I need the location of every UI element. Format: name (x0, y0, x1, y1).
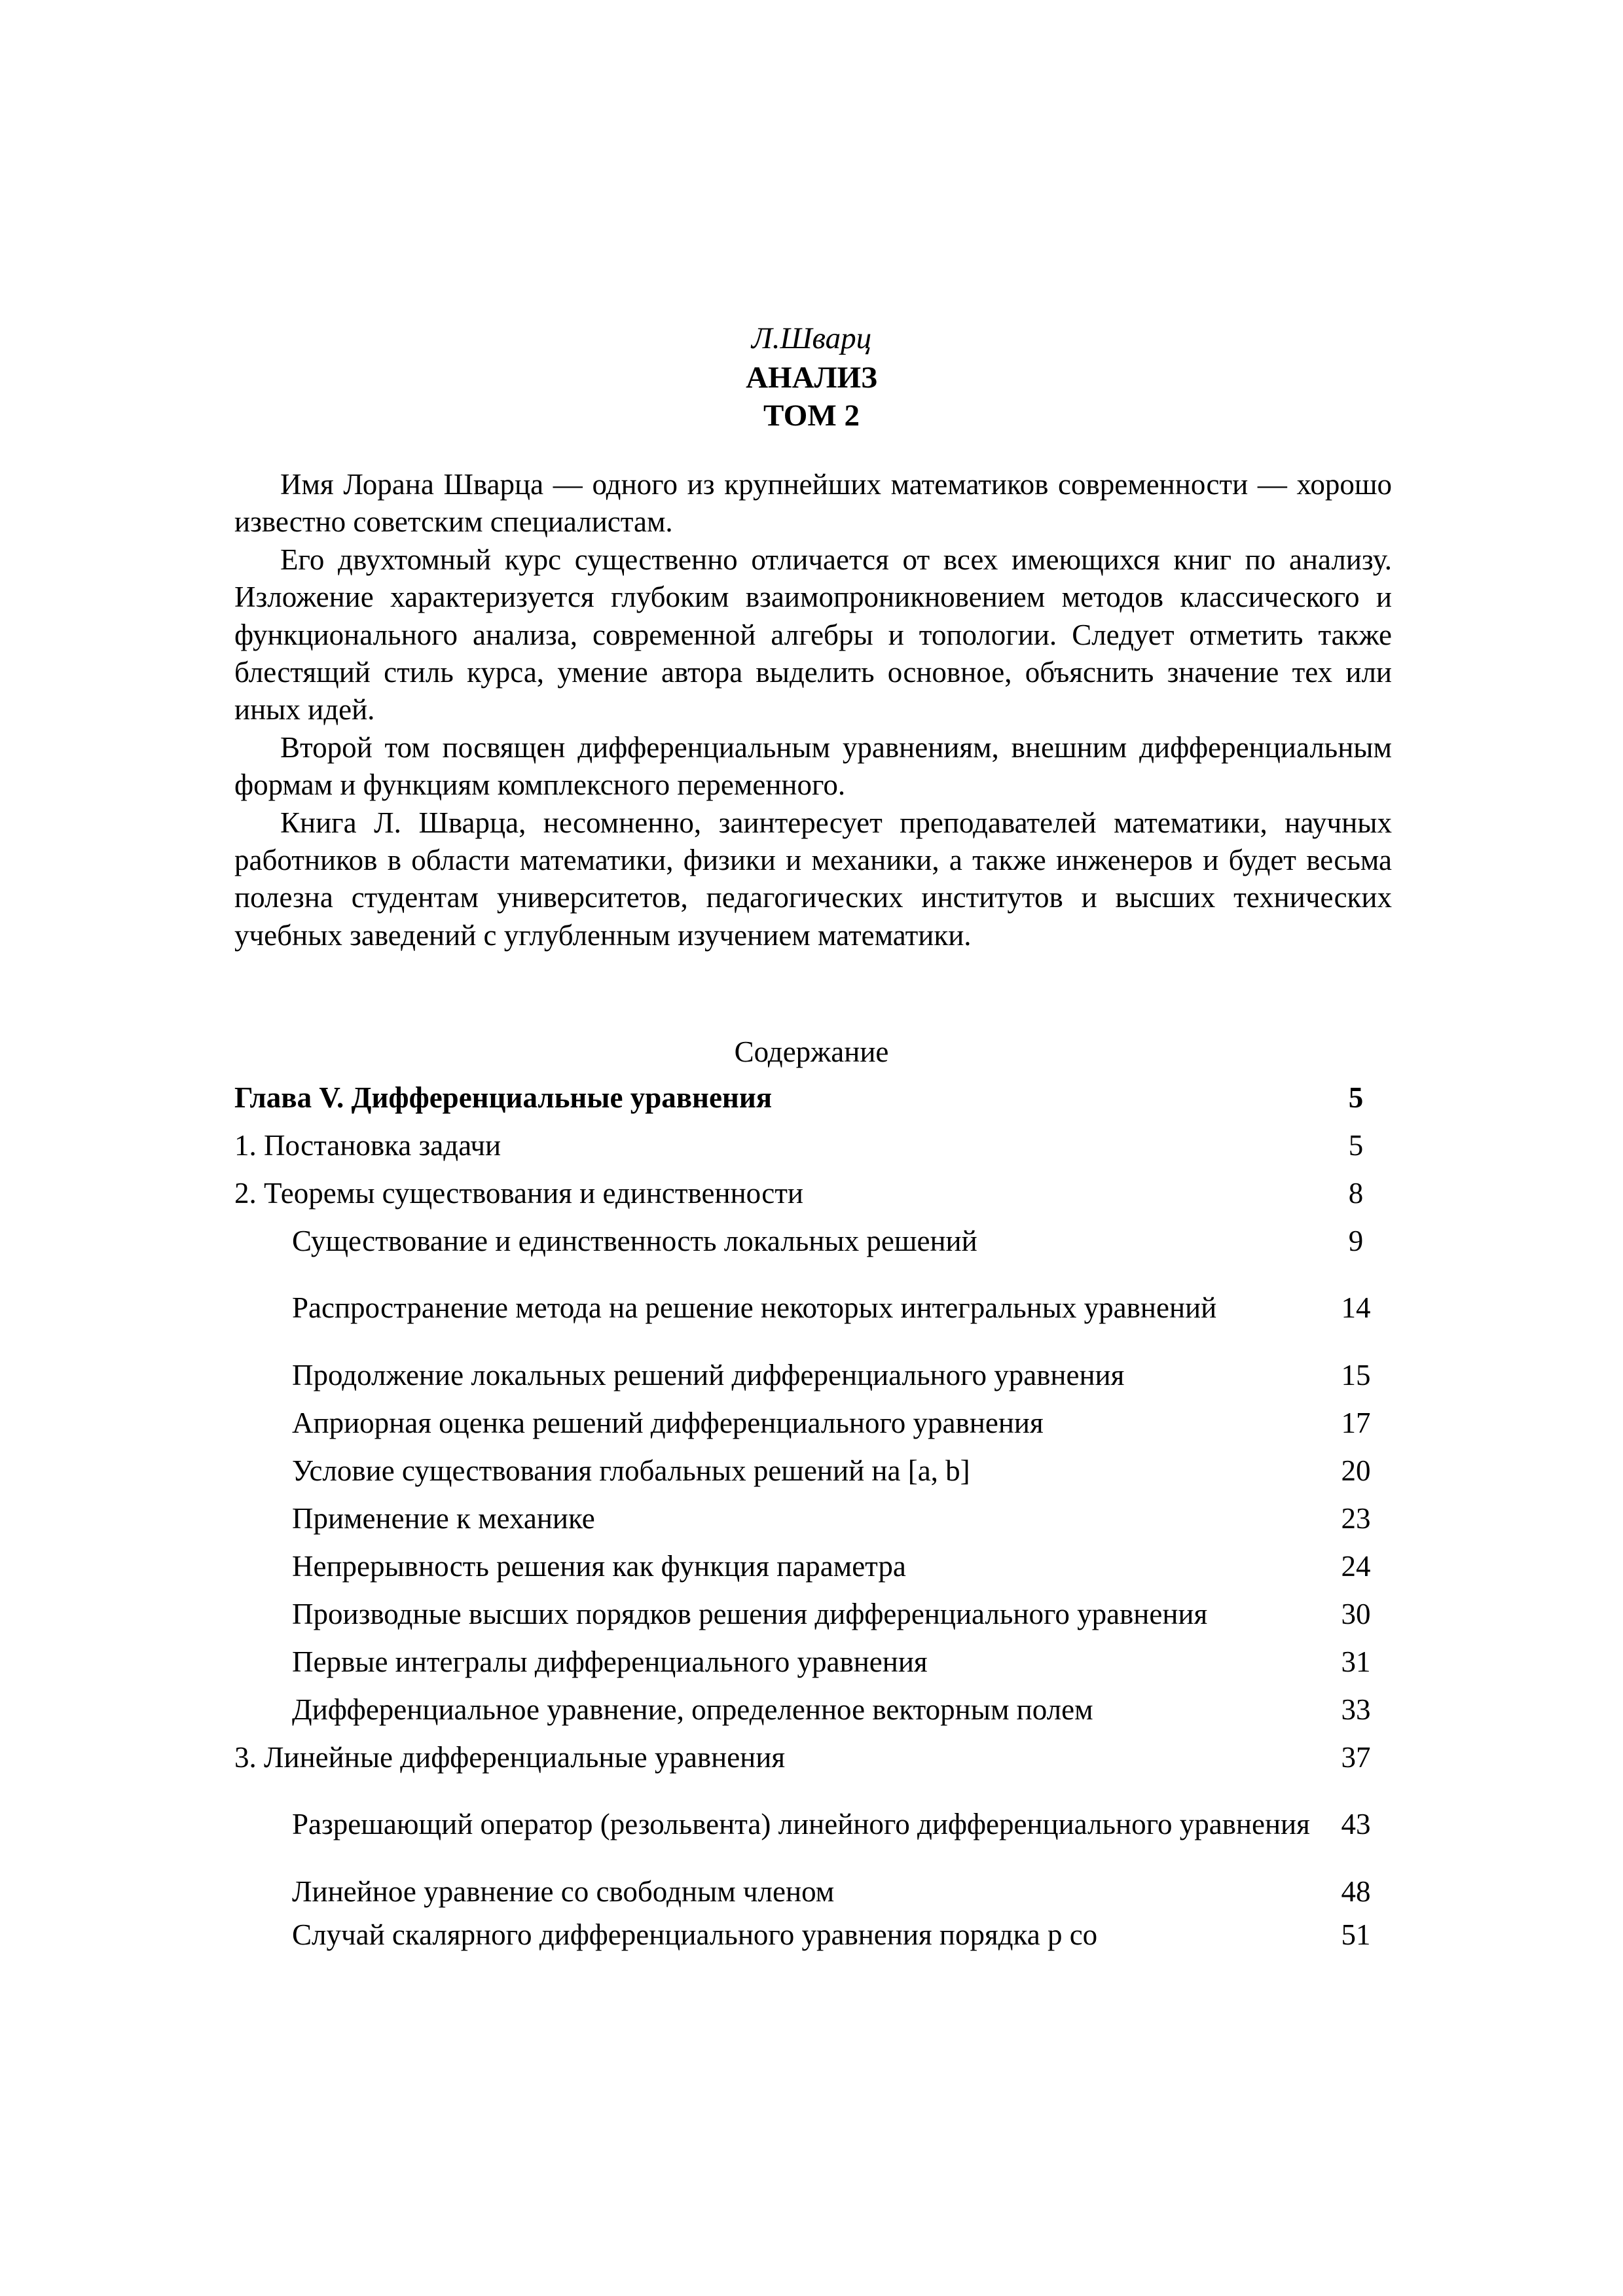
toc-entry-page: 37 (1341, 1740, 1371, 1774)
toc-entry-subsection (234, 1915, 1392, 1954)
toc-entry-subsection (234, 1265, 1392, 1351)
toc-entry-page: 51 (1341, 1918, 1371, 1951)
toc-entry-title: Распространение метода на решение некоторых интегральных уравнений (292, 1291, 1217, 1324)
toc-entry-subsection (234, 1867, 1392, 1915)
toc-entry-subsection (234, 1399, 1392, 1446)
toc-entry-title: Существование и единственность локальных решений (292, 1224, 977, 1257)
toc-entry-subsection (234, 1494, 1392, 1542)
toc-entry-title: Условие существования глобальных решений на [a, b] (292, 1454, 970, 1487)
toc-entry-page: 30 (1341, 1597, 1371, 1630)
toc-entry-title: Непрерывность решения как функция параметра (292, 1549, 906, 1583)
toc-entry-subsection (234, 1542, 1392, 1590)
author-name: Л.Шварц (751, 321, 872, 355)
toc-entry-section (234, 1733, 1392, 1781)
toc-entry-page: 24 (1341, 1549, 1371, 1583)
toc-entry-page: 20 (1341, 1454, 1371, 1487)
toc-entry-page: 31 (1341, 1645, 1371, 1678)
toc-entry-subsection (234, 1351, 1392, 1399)
toc-entry-subsection (234, 1446, 1392, 1494)
toc-entry-chapter (234, 1073, 1392, 1121)
book-title: АНАЛИЗ (746, 361, 877, 395)
toc-entry-page: 15 (1341, 1358, 1371, 1391)
toc-entry-section (234, 1121, 1392, 1169)
toc-entry-title: Первые интегралы дифференциального уравнения (292, 1645, 928, 1678)
toc-entry-title: Линейное уравнение со свободным членом (292, 1874, 835, 1908)
toc-entry-page: 17 (1341, 1406, 1371, 1439)
toc-entry-title: 1. Постановка задачи (234, 1128, 501, 1162)
toc-entry-title: Производные высших порядков решения дифференциального уравнения (292, 1597, 1208, 1630)
toc-heading: Содержание (734, 1035, 889, 1068)
toc-entry-page: 48 (1341, 1874, 1371, 1908)
toc-entry-title: Глава V. Дифференциальные уравнения (234, 1081, 773, 1114)
toc-entry-title: 2. Теоремы существования и единственности (234, 1176, 803, 1210)
toc-entry-subsection (234, 1217, 1392, 1265)
toc-entry-page: 5 (1348, 1128, 1364, 1162)
toc-entry-page: 23 (1341, 1501, 1371, 1535)
toc-entry-subsection (234, 1781, 1392, 1867)
toc-entry-page: 33 (1341, 1693, 1371, 1726)
toc-entry-subsection (234, 1638, 1392, 1685)
toc-entry-page: 8 (1348, 1176, 1364, 1210)
toc-entry-subsection (234, 1590, 1392, 1638)
toc-entry-title: Продолжение локальных решений дифференциального уравнения (292, 1358, 1125, 1391)
toc-entry-section (234, 1169, 1392, 1217)
annotation-paragraph: Книга Л. Шварца, несомненно, заинтересует преподавателей математики, научных работников в области математики, физики и механики, а также инженеров и будет весьма полезна студентам университетов, педагогических институтов и высших технических учебных заведений с углубленным изучением математики. (234, 806, 1392, 952)
book-annotation (234, 466, 1392, 954)
toc-entry-title: Применение к механике (292, 1501, 595, 1535)
toc-entry-page: 9 (1348, 1224, 1364, 1257)
toc-entry-page: 43 (1341, 1808, 1371, 1840)
annotation-paragraph: Его двухтомный курс существенно отличается от всех имеющихся книг по анализу. Изложение характеризуется глубоким взаимопроникновением методов классического и функционального анализа, современной алгебры и топологии. Следует отметить также блестящий стиль курса, умение автора выделить основное, объяснить значение тех или иных идей. (234, 543, 1392, 726)
volume-label: ТОМ 2 (763, 399, 860, 433)
toc-entry-page: 14 (1341, 1291, 1371, 1324)
toc-entry-title: Разрешающий оператор (резольвента) линейного дифференциального уравнения (292, 1808, 1310, 1840)
annotation-paragraph: Второй том посвящен дифференциальным уравнениям, внешним дифференциальным формам и функциям комплексного переменного. (234, 730, 1392, 802)
toc-entry-page: 5 (1348, 1081, 1364, 1114)
toc-entry-subsection (234, 1685, 1392, 1733)
annotation-paragraph: Имя Лорана Шварца — одного из крупнейших математиков современности — хорошо известно советским специалистам. (234, 468, 1392, 539)
toc-entry-title: Случай скалярного дифференциального уравнения порядка p со (292, 1918, 1098, 1951)
toc-entry-title: 3. Линейные дифференциальные уравнения (234, 1740, 786, 1774)
toc-entry-title: Априорная оценка решений дифференциального уравнения (292, 1406, 1044, 1439)
toc-entry-title: Дифференциальное уравнение, определенное векторным полем (292, 1693, 1093, 1726)
table-of-contents (234, 1073, 1392, 1954)
